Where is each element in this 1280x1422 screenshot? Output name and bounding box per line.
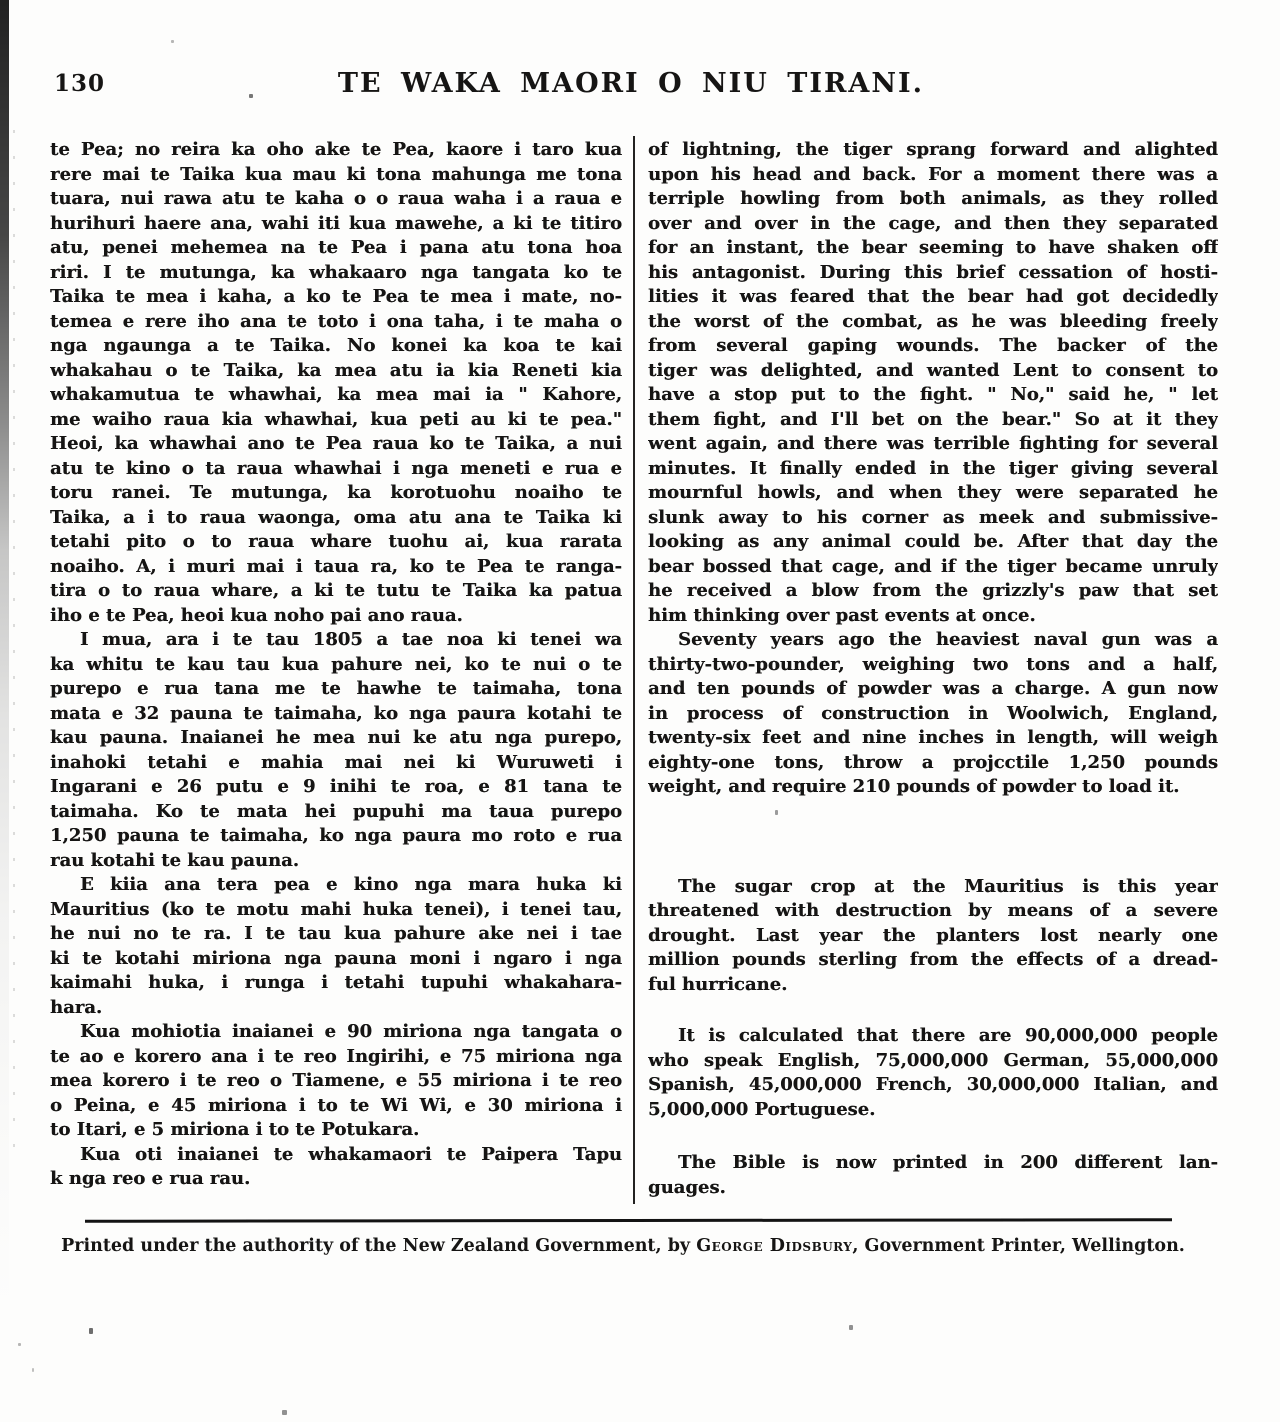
text-line: threatened with destruction by means of a severe [648,900,1218,921]
column-divider-rule [633,136,635,1204]
text-line: te ao e korero ana i te reo Ingirihi, e 75 miriona nga [50,1045,622,1067]
text-line: Ingarani e 26 putu e 9 inihi te roa, e 81 tana te [50,776,622,797]
text-line: tuara, nui rawa atu te kaha o o raua waha i a raua e [50,188,622,209]
text-line: me waiho raua kia whawhai, kua peti au ki te pea." [50,408,622,430]
ink-speck [18,1343,21,1346]
text-line: weight, and require 210 pounds of powder to load it. [648,776,1180,797]
text-line: to Itari, e 5 miriona i to te Potukara. [50,1119,420,1140]
imprint-prefix: Printed under the authority of the New Zealand Government, by [61,1236,697,1256]
text-line: mata e 32 pauna te taimaha, ko nga paura kotahi te [50,702,622,724]
text-line: he nui no te ra. I te tau kua pahure ake nei i tae [50,923,622,944]
text-line: looking as any animal could be. After that day the [648,531,1218,552]
paragraph [50,1020,622,1143]
ink-speck [849,1325,853,1330]
paragraph [648,628,1218,800]
paragraph [50,873,622,1020]
text-line: taimaha. Ko te mata hei pupuhi ma taua purepo [50,800,622,822]
scan-edge-artifact [0,0,9,1310]
text-line: The Bible is now printed in 200 different lan- [678,1152,1218,1173]
text-line: Heoi, ka whawhai ano te Pea raua ko te Taika, a nui [50,433,622,454]
text-line: have a stop put to the fight. " No," said he, " let [648,384,1218,405]
text-line: thirty-two-pounder, weighing two tons and a half, [648,653,1218,675]
text-line: bear bossed that cage, and if the tiger became unruly [648,555,1218,577]
text-line: he received a blow from the grizzly's paw that set [648,580,1218,601]
paragraph [50,138,622,628]
text-line: his antagonist. During this brief cessation of hosti- [648,261,1218,283]
text-line: and ten pounds of powder was a charge. A gun now [648,678,1218,699]
text-line: toru ranei. Te mutunga, ka korotuohu noaiho te [50,482,622,503]
text-line: Mauritius (ko te motu mahi huka tenei), i tenei tau, [50,898,622,920]
text-line: for an instant, the bear seeming to have shaken off [648,237,1218,258]
text-line: hurihuri haere ana, wahi iti kua mawehe, a ki te titiro [50,212,622,234]
text-line: noaiho. A, i muri mai i taua ra, ko te Pea te ranga- [50,555,622,577]
text-line: temea e rere iho ana te toto i ona taha, i te maha o [50,310,622,332]
text-line: the worst of the combat, as he was bleeding freely [648,310,1218,332]
text-line: Taika, a i to raua waonga, oma atu ana te Taika ki [50,506,622,528]
text-line: riri. I te mutunga, ka whakaaro nga tangata ko te [50,261,622,283]
text-line: tiger was delighted, and wanted Lent to consent to [648,359,1218,381]
text-line: Seventy years ago the heaviest naval gun was a [678,629,1218,650]
text-line: in process of construction in Woolwich, England, [648,702,1218,724]
text-line: rere mai te Taika kua mau ki tona mahunga me tona [50,163,622,185]
paragraph [648,1151,1218,1200]
text-line: inahoki tetahi e mahia mai nei ki Wuruweti i [50,751,622,773]
text-line: him thinking over past events at once. [648,604,1036,626]
ink-speck [32,1368,34,1372]
text-line: The sugar crop at the Mauritius is this year [678,875,1218,897]
ink-speck [775,810,778,815]
text-line: of lightning, the tiger sprang forward and alighted [648,139,1218,160]
text-line: them fight, and I'll bet on the bear." So at it they [648,408,1218,430]
scan-edge-dots [13,130,15,1170]
text-line: te Pea; no reira ka oho ake te Pea, kaore i taro kua [50,139,622,160]
text-line: hara. [50,996,103,1018]
left-column-maori [50,138,622,1192]
text-line: whakahau o te Taika, ka mea atu ia kia Reneti kia [50,359,622,381]
paragraph [648,138,1218,628]
imprint-line [0,1236,1280,1256]
imprint-suffix: , Government Printer, Wellington. [852,1236,1185,1256]
text-line: who speak English, 75,000,000 German, 55,000,000 [648,1049,1218,1071]
text-line: million pounds sterling from the effects of a dread- [648,949,1218,970]
printer-name: George Didsbury [696,1236,853,1256]
text-line: Taika te mea i kaha, a ko te Pea te mea i mate, no- [50,286,622,307]
text-line: Kua oti inaianei te whakamaori te Paipera Tapu [80,1143,622,1165]
text-line: atu te kino o ta raua whawhai i nga meneti e rua e [50,457,622,479]
text-line: mournful howls, and when they were separated he [648,482,1218,503]
text-line: nga ngaunga a te Taika. No konei ka koa te kai [50,335,622,356]
text-line: upon his head and back. For a moment there was a [648,163,1218,185]
text-line: Spanish, 45,000,000 French, 30,000,000 Italian, and [648,1074,1218,1095]
text-line: ful hurricane. [648,973,788,995]
paragraph [50,1143,622,1192]
text-line: whakamutua te whawhai, ka mea mai ia " Kahore, [50,384,622,405]
text-line: guages. [648,1176,726,1198]
text-line: lities it was feared that the bear had got decidedly [648,286,1218,307]
text-line: I mua, ara i te tau 1805 a tae noa ki tenei wa [80,629,622,650]
ink-speck [89,1328,93,1334]
text-line: ka whitu te kau tau kua pahure nei, ko te nui o te [50,653,622,675]
text-line: eighty-one tons, throw a projcctile 1,250 pounds [648,751,1218,773]
text-line: o Peina, e 45 miriona i to te Wi Wi, e 30 miriona i [50,1094,622,1116]
text-line: over and over in the cage, and then they separated [648,212,1218,234]
right-column-english [648,138,1218,1200]
ink-speck [282,1410,287,1415]
ink-speck [171,40,174,43]
text-line: minutes. It finally ended in the tiger giving several [648,457,1218,479]
page-number: 130 [54,70,106,97]
paragraph [648,1024,1218,1122]
text-line: tetahi pito o to raua whare tuohu ai, kua rarata [50,531,622,552]
text-line: kaimahi huka, i runga i tetahi tupuhi whakahara- [50,972,622,993]
text-line: drought. Last year the planters lost nearly one [648,924,1218,946]
ink-speck [249,94,253,98]
text-line: terriple howling from both animals, as they rolled [648,188,1218,209]
text-line: purepo e rua tana me te hawhe te taimaha, tona [50,678,622,699]
paragraph [648,875,1218,998]
text-line: mea korero i te reo o Tiamene, e 55 miriona i te reo [50,1070,622,1091]
text-line: from several gaping wounds. The backer of the [648,335,1218,356]
text-line: rau kotahi te kau pauna. [50,849,300,871]
text-line: slunk away to his corner as meek and submissive- [648,506,1218,528]
footer-rule [85,1218,1172,1223]
text-line: tira o to raua whare, a ki te tutu te Taika ka patua [50,580,622,601]
text-line: k nga reo e rua rau. [50,1168,251,1189]
text-line: It is calculated that there are 90,000,000 people [678,1025,1218,1046]
text-line: went again, and there was terrible fighting for several [648,433,1218,454]
text-line: 5,000,000 Portuguese. [648,1098,876,1120]
masthead-title: TE WAKA MAORI O NIU TIRANI. [337,68,925,99]
text-line: Kua mohiotia inaianei e 90 miriona nga tangata o [80,1021,622,1042]
text-line: twenty-six feet and nine inches in length, will weigh [648,727,1218,748]
text-line: iho e te Pea, heoi kua noho pai ano raua. [50,604,463,626]
paragraph [50,628,622,873]
text-line: kau pauna. Inaianei he mea nui ke atu nga purepo, [50,727,622,748]
text-line: E kiia ana tera pea e kino nga mara huka ki [80,874,622,895]
text-line: ki te kotahi miriona nga pauna moni i ngaro i nga [50,947,622,969]
text-line: atu, penei mehemea na te Pea i pana atu tona hoa [50,237,622,258]
text-line: 1,250 pauna te taimaha, ko nga paura mo roto e rua [50,825,622,846]
